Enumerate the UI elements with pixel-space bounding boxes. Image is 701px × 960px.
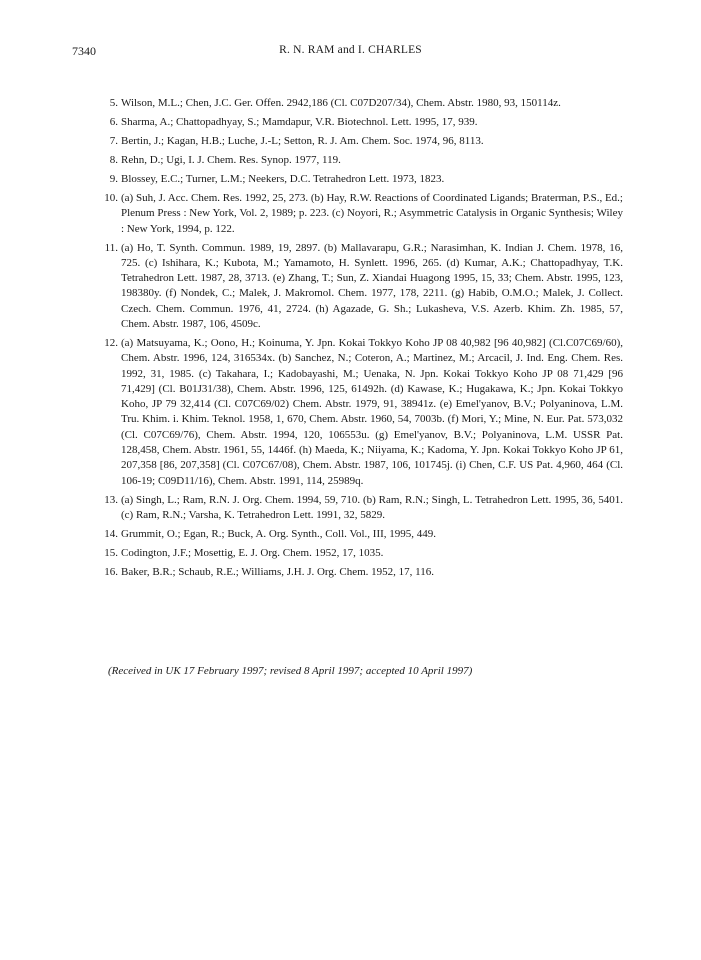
reference-item	[0, 96, 701, 111]
reference-item	[0, 493, 701, 524]
reference-item	[0, 134, 701, 149]
reference-item	[0, 565, 701, 580]
reference-text: Baker, B.R.; Schaub, R.E.; Williams, J.H. J. Org. Chem. 1952, 17, 116.	[121, 565, 435, 578]
reference-text: Grummit, O.; Egan, R.; Buck, A. Org. Synth., Coll. Vol., III, 1995, 449.	[121, 527, 437, 540]
reference-text: (a) Ho, T. Synth. Commun. 1989, 19, 2897. (b) Mallavarapu, G.R.; Narasimhan, K. Indian J. Chem. 1978, 16, 725. (c) Ishihara, K.; Kubota, M.; Yamamoto, H. Synlett. 1996, 265. (d) Kumar, A.K.; Chattopadhyay, T.K. Tetrahedron Lett. 1987, 28, 3713. (e) Zhang, T.; Sun, Z. Xiandai Huagong 1995, 15, 33; Chem. Abstr. 1995, 123, 198380y. (f) Nondek, C.; Malek, J. Makromol. Chem. 1977, 178, 2211. (g) Habib, O.M.O.; Malek, J. Collect. Czech. Chem. Commun. 1976, 41, 2724. (h) Agazade, G. Sh.; Lukasheva, V.S. Azerb. Khim. Zh. 1985, 57, Chem. Abstr. 1987, 106, 4509c.	[121, 241, 623, 330]
reference-item	[0, 546, 701, 561]
reference-text: Bertin, J.; Kagan, H.B.; Luche, J.-L; Setton, R. J. Am. Chem. Soc. 1974, 96, 8113.	[121, 134, 484, 147]
reference-number: 11.	[104, 241, 118, 254]
reference-text: (a) Singh, L.; Ram, R.N. J. Org. Chem. 1994, 59, 710. (b) Ram, R.N.; Singh, L. Tetrahedron Lett. 1995, 36, 5401. (c) Ram, R.N.; Varsha, K. Tetrahedron Lett. 1991, 32, 5829.	[121, 493, 623, 521]
reference-item	[0, 153, 701, 168]
reference-item	[0, 527, 701, 542]
reference-number: 7.	[109, 134, 118, 147]
reference-number: 9.	[109, 172, 118, 185]
reference-number: 8.	[109, 153, 118, 166]
reference-number: 14.	[104, 527, 118, 540]
reference-number: 13.	[104, 493, 118, 506]
reference-number: 12.	[104, 336, 118, 349]
reference-item	[0, 241, 701, 333]
page-number: 7340	[72, 44, 96, 58]
reference-number: 15.	[104, 546, 118, 559]
reference-item	[0, 115, 701, 130]
running-head: R. N. RAM and I. CHARLES	[279, 44, 422, 56]
reference-text: Sharma, A.; Chattopadhyay, S.; Mamdapur, V.R. Biotechnol. Lett. 1995, 17, 939.	[121, 115, 478, 128]
reference-text: Rehn, D.; Ugi, I. J. Chem. Res. Synop. 1977, 119.	[121, 153, 341, 166]
reference-text: (a) Suh, J. Acc. Chem. Res. 1992, 25, 273. (b) Hay, R.W. Reactions of Coordinated Ligands; Braterman, P.S., Ed.; Plenum Press : New York, Vol. 2, 1989; p. 223. (c) Noyori, R.; Asymmetric Catalysis in Organic Synthesis; Wiley : New York, 1994, p. 122.	[121, 191, 623, 235]
reference-number: 6.	[109, 115, 118, 128]
reference-item	[0, 336, 701, 489]
reference-text: Codington, J.F.; Mosettig, E. J. Org. Chem. 1952, 17, 1035.	[121, 546, 384, 559]
reference-list	[0, 96, 701, 584]
reference-text: Blossey, E.C.; Turner, L.M.; Neekers, D.C. Tetrahedron Lett. 1973, 1823.	[121, 172, 445, 185]
received-dates-note: (Received in UK 17 February 1997; revised 8 April 1997; accepted 10 April 1997)	[108, 665, 473, 677]
reference-number: 5.	[109, 97, 118, 109]
reference-text: Wilson, M.L.; Chen, J.C. Ger. Offen. 2942,186 (Cl. C07D207/34), Chem. Abstr. 1980, 93, 150114z.	[121, 97, 561, 109]
reference-text: (a) Matsuyama, K.; Oono, H.; Koinuma, Y. Jpn. Kokai Tokkyo Koho JP 08 40,982 [96 40,982] (Cl.C07C69/60), Chem. Abstr. 1996, 124, 316534x. (b) Sanchez, N.; Coteron, A.; Martinez, M.; Arcacil, J. Ind. Eng. Chem. Res. 1992, 31, 1985. (c) Takahara, I.; Kadobayashi, M.; Uenaka, N. Jpn. Kokai Tokkyo Koho JP 08 71,429 [96 71,429] (Cl. B01J31/38), Chem. Abstr. 1996, 125, 61492h. (d) Kawase, K.; Hugakawa, K.; Jpn. Kokai Tokkyo Koho, JP 79 32,414 (Cl. C07C69/02) Chem. Abstr. 1979, 91, 38941z. (e) Emel'yanov, B.V.; Polyaninova, L.M. Tru. Khim. i. Khim. Teknol. 1958, 1, 670, Chem. Abstr. 1960, 54, 7003b. (f) Mori, Y.; Mine, N. Eur. Pat. 573,032 (Cl. C07C69/76), Chem. Abstr. 1994, 120, 106553u. (g) Emel'yanov, B.V.; Polyaninova, L.M. USSR Pat. 128,458, Chem. Abstr. 1961, 55, 1446f. (h) Maeda, K.; Niiyama, K.; Kadoma, Y. Jpn. Kokai Tokkyo Koho JP 61, 207,358 [86, 207,358] (Cl. C07C67/08), Chem. Abstr. 1987, 106, 101745j. (i) Chen, C.F. US Pat. 4,960, 464 (Cl. 106-19; C09D11/16), Chem. Abstr. 1991, 114, 25989q.	[121, 336, 623, 487]
reference-number: 16.	[104, 565, 118, 578]
reference-item	[0, 172, 701, 187]
reference-item	[0, 191, 701, 237]
reference-number: 10.	[104, 191, 118, 204]
